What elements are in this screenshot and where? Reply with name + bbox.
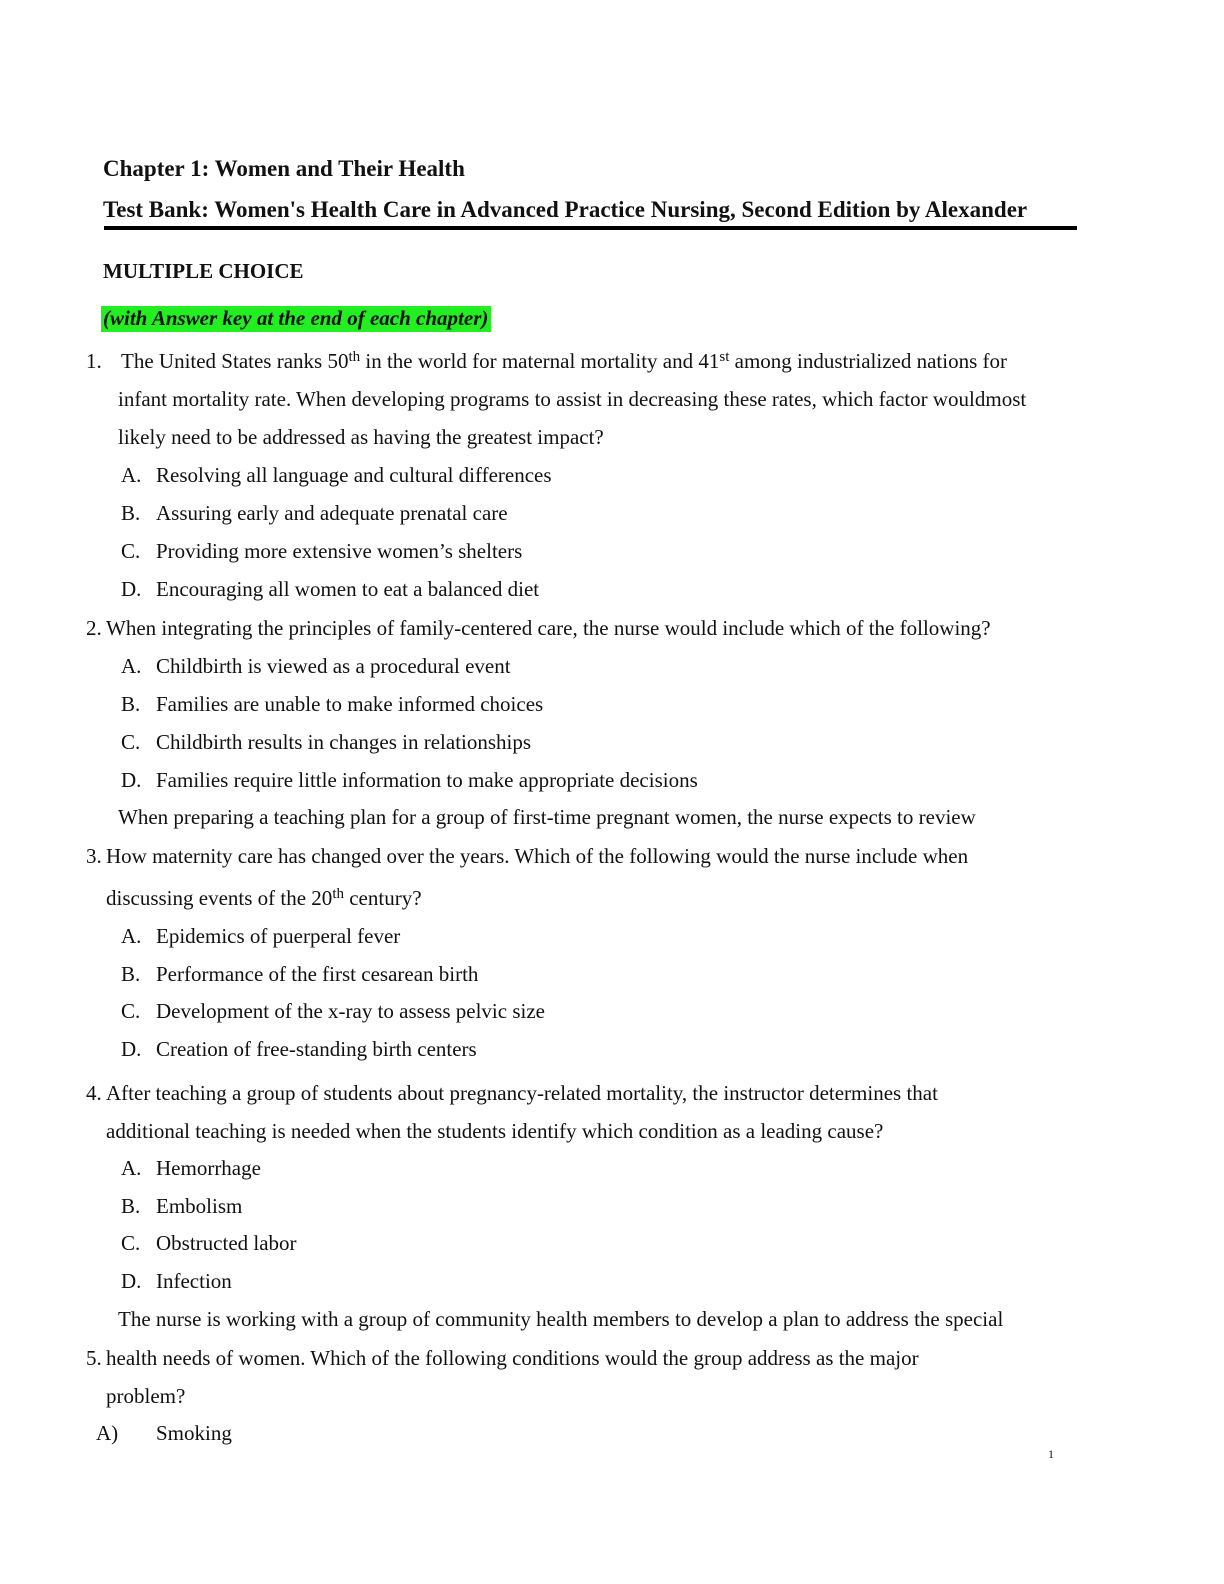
option-text: Development of the x-ray to assess pelvic size [156,999,545,1023]
option-letter: A. [121,654,142,678]
option-letter: C. [121,539,141,563]
option-text: Families require little information to make appropriate decisions [156,768,698,792]
option-letter: B. [121,962,141,986]
option-letter: C. [121,999,141,1023]
option-text: Families are unable to make informed choices [156,692,544,716]
question-text: problem? [106,1384,186,1408]
option-text: Resolving all language and cultural differences [156,463,552,487]
option-letter: D. [121,1269,142,1293]
option-letter: A. [121,924,142,948]
question-text: The United States ranks 50th in the world for maternal mortality and 41st among industrialized nations for [121,349,1007,373]
chapter-title: Chapter 1: Women and Their Health [103,156,465,181]
option-text: Childbirth is viewed as a procedural event [156,654,511,678]
option-letter: C. [121,730,141,754]
option-text: Infection [156,1269,232,1293]
option-letter: B. [121,501,141,525]
question-number: 2. [86,616,102,640]
option-text: Obstructed labor [156,1231,297,1255]
section-heading: MULTIPLE CHOICE [103,259,304,283]
option-text: Performance of the first cesarean birth [156,962,479,986]
option-text: Hemorrhage [156,1156,261,1180]
question-text: How maternity care has changed over the years. Which of the following would the nurse include when [106,844,969,868]
option-letter: A. [121,463,142,487]
question-number: 5. [86,1346,102,1370]
question-number: 3. [86,844,102,868]
question-number: 4. [86,1081,102,1105]
option-letter: B. [121,1194,141,1218]
option-letter: A) [96,1421,119,1445]
question-text: When integrating the principles of family-centered care, the nurse would include which of the following? [106,616,991,640]
option-text: Epidemics of puerperal fever [156,924,401,948]
header-rule [104,226,1077,230]
answer-key-note: (with Answer key at the end of each chapter) [101,306,491,332]
option-letter: B. [121,692,141,716]
option-text: Smoking [156,1421,232,1445]
option-text: Assuring early and adequate prenatal care [156,501,508,525]
option-letter: D. [121,1037,142,1061]
option-letter: A. [121,1156,142,1180]
question-text: The nurse is working with a group of community health members to develop a plan to address the special [118,1307,1004,1331]
option-text: Embolism [156,1194,243,1218]
option-letter: D. [121,577,142,601]
question-text: likely need to be addressed as having the greatest impact? [118,425,604,449]
option-text: Providing more extensive women’s shelters [156,539,523,563]
option-text: Encouraging all women to eat a balanced diet [156,577,540,601]
option-text: Childbirth results in changes in relationships [156,730,532,754]
page-number: 1 [1048,1447,1054,1461]
question-number: 1. [86,349,102,373]
option-text: Creation of free-standing birth centers [156,1037,477,1061]
question-text: discussing events of the 20th century? [106,886,422,910]
option-letter: D. [121,768,142,792]
question-text: infant mortality rate. When developing programs to assist in decreasing these rates, which factor wouldmost [118,387,1027,411]
option-letter: C. [121,1231,141,1255]
question-text: health needs of women. Which of the following conditions would the group address as the major [106,1346,919,1370]
book-title: Test Bank: Women's Health Care in Advanced Practice Nursing, Second Edition by Alexander [103,197,1028,222]
question-text: additional teaching is needed when the students identify which condition as a leading cause? [106,1119,884,1143]
question-text: When preparing a teaching plan for a group of first-time pregnant women, the nurse expects to review [118,805,976,829]
question-text: After teaching a group of students about pregnancy-related mortality, the instructor determines that [106,1081,938,1105]
